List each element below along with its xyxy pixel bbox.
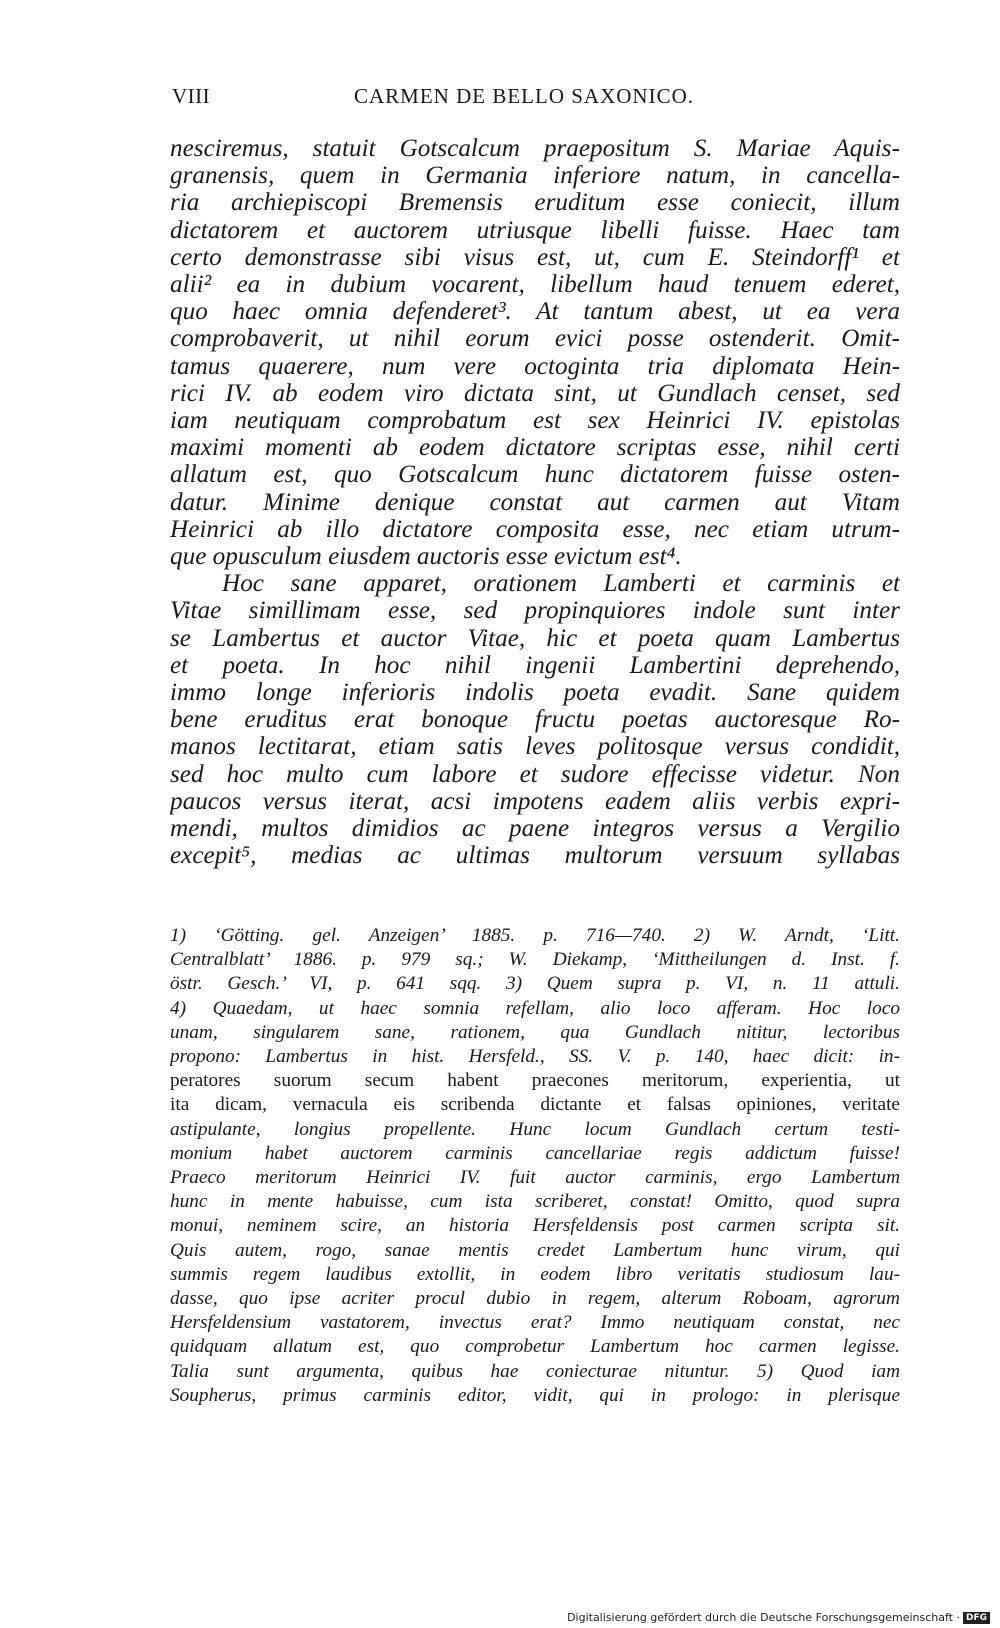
footnote-line: quidquam allatum est, quo comprobetur Lambertum hoc carmen legisse. bbox=[170, 1336, 900, 1358]
text-line: Vitae simillimam esse, sed propinquiores indole sunt inter bbox=[170, 597, 900, 625]
text-line: immo longe inferioris indolis poeta evadit. Sane quidem bbox=[170, 679, 900, 707]
footnotes bbox=[170, 924, 900, 1408]
footnote-line: Hersfeldensium vastatorem, invectus erat? Immo neutiquam constat, nec bbox=[170, 1312, 900, 1334]
text-line: dictatorem et auctorem utriusque libelli fuisse. Haec tam bbox=[170, 216, 900, 244]
paragraph-start-line: Hoc sane apparet, orationem Lamberti et carminis et bbox=[222, 570, 900, 598]
text-line: ria archiepiscopi Bremensis eruditum esse coniecit, illum bbox=[170, 189, 900, 217]
text-line: tamus quaerere, num vere octoginta tria diplomata Hein- bbox=[170, 352, 900, 380]
text-line: se Lambertus et auctor Vitae, hic et poeta quam Lambertus bbox=[170, 624, 900, 652]
text-line: certo demonstrasse sibi visus est, ut, cum E. Steindorff¹ et bbox=[170, 243, 900, 271]
footnote-line: östr. Gesch.’ VI, p. 641 sqq. 3) Quem supra p. VI, n. 11 attuli. bbox=[170, 973, 900, 995]
text-line: Heinrici ab illo dictatore composita esse, nec etiam utrum- bbox=[170, 515, 900, 543]
text-line: granensis, quem in Germania inferiore natum, in cancella- bbox=[170, 162, 900, 190]
footnote-line: Quis autem, rogo, sanae mentis credet Lambertum hunc virum, qui bbox=[170, 1239, 900, 1261]
footnote-line: Soupherus, primus carminis editor, vidit, qui in prologo: in plerisque bbox=[170, 1384, 900, 1406]
footnote-line: ita dicam, vernacula eis scribenda dictante et falsas opiniones, veritate bbox=[170, 1094, 900, 1116]
footnote-line: monui, neminem scire, an historia Hersfeldensis post carmen scripta sit. bbox=[170, 1215, 900, 1237]
text-line: datur. Minime denique constat aut carmen aut Vitam bbox=[170, 488, 900, 516]
footnote-line: Talia sunt argumenta, quibus hae coniecturae nituntur. 5) Quod iam bbox=[170, 1360, 900, 1382]
footnote-line: monium habet auctorem carminis cancellariae regis addictum fuisse! bbox=[170, 1142, 900, 1164]
footnote-line: astipulante, longius propellente. Hunc locum Gundlach certum testi- bbox=[170, 1118, 900, 1140]
text-line: iam neutiquam comprobatum est sex Heinrici IV. epistolas bbox=[170, 407, 900, 435]
text-line: rici IV. ab eodem viro dictata sint, ut Gundlach censet, sed bbox=[170, 379, 900, 407]
footnote-line: 4) Quaedam, ut haec somnia refellam, alio loco afferam. Hoc loco bbox=[170, 997, 900, 1019]
footnote-line: Praeco meritorum Heinrici IV. fuit auctor carminis, ergo Lambertum bbox=[170, 1167, 900, 1189]
footnote-line: peratores suorum secum habent praecones meritorum, experientia, ut bbox=[170, 1070, 900, 1092]
footnote-line: Centralblatt’ 1886. p. 979 sq.; W. Diekamp, ‘Mittheilungen d. Inst. f. bbox=[170, 949, 900, 971]
text-line: nesciremus, statuit Gotscalcum praepositum S. Mariae Aquis- bbox=[170, 135, 900, 162]
text-line: quo haec omnia defenderet³. At tantum abest, ut ea vera bbox=[170, 298, 900, 326]
running-header bbox=[172, 84, 894, 114]
footnote-line: hunc in mente habuisse, cum ista scriberet, constat! Omitto, quod supra bbox=[170, 1191, 900, 1213]
text-line: et poeta. In hoc nihil ingenii Lambertini deprehendo, bbox=[170, 651, 900, 679]
text-line: bene eruditus erat bonoque fructu poetas auctoresque Ro- bbox=[170, 706, 900, 734]
footnote-line: 1) ‘Götting. gel. Anzeigen’ 1885. p. 716—740. 2) W. Arndt, ‘Litt. bbox=[170, 925, 900, 946]
footnote-line: summis regem laudibus extollit, in eodem libro veritatis studiosum lau- bbox=[170, 1263, 900, 1285]
text-line: que opusculum eiusdem auctoris esse evictum est⁴. bbox=[170, 543, 682, 571]
page-number: VIII bbox=[172, 84, 211, 108]
digitization-footer bbox=[567, 1611, 990, 1624]
text-line: manos lectitarat, etiam satis leves politosque versus condidit, bbox=[170, 733, 900, 761]
text-line: comprobaverit, ut nihil eorum evici posse ostenderit. Omit- bbox=[170, 325, 900, 353]
footnote-line: unam, singularem sane, rationem, qua Gundlach nititur, lectoribus bbox=[170, 1021, 900, 1043]
text-line: paucos versus iterat, acsi impotens eadem aliis verbis expri- bbox=[170, 787, 900, 815]
text-line: sed hoc multo cum labore et sudore effecisse videtur. Non bbox=[170, 760, 900, 788]
text-line: maximi momenti ab eodem dictatore scriptas esse, nihil certi bbox=[170, 434, 900, 462]
footnote-line: dasse, quo ipse acriter procul dubio in regem, alterum Roboam, agrorum bbox=[170, 1288, 900, 1310]
text-line: allatum est, quo Gotscalcum hunc dictatorem fuisse osten- bbox=[170, 461, 900, 489]
footnote-line: propono: Lambertus in hist. Hersfeld., SS. V. p. 140, haec dicit: in- bbox=[170, 1046, 900, 1068]
text-line: mendi, multos dimidios ac paene integros versus a Vergilio bbox=[170, 815, 900, 843]
running-title: CARMEN DE BELLO SAXONICO. bbox=[354, 84, 694, 108]
text-line: alii² ea in dubium vocarent, libellum haud tenuem ederet, bbox=[170, 271, 900, 299]
footer-credit: Digitalisierung gefördert durch die Deutsche Forschungsgemeinschaft · bbox=[567, 1611, 960, 1624]
dfg-logo: DFG bbox=[963, 1612, 990, 1624]
text-line: excepit⁵, medias ac ultimas multorum versuum syllabas bbox=[170, 842, 900, 870]
main-text bbox=[170, 135, 900, 869]
